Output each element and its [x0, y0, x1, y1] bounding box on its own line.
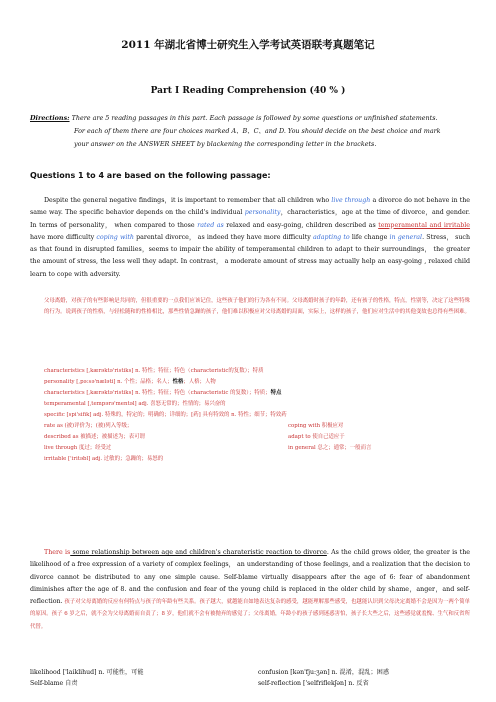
- vocab-entry: Self-blame 自责: [30, 680, 78, 687]
- vocab-row: [44, 421, 474, 432]
- directions-line-2: For each of them there are four choices marked A、B、C、and D. You should decide on the best choice and mark: [74, 127, 441, 135]
- chinese-translation-2: 孩子对父母离婚的反应有何特点与孩子的年龄有些关系。孩子越大，就越能自如地表达复杂的感受，越能理解那些感受，也越能认识到父母决定离婚不会是因为一两个简单的原因。孩子 6 岁之后，就不会为父母离婚而自责了；8 岁，他们就不会有被抛弃的感觉了；父母离婚，年龄小的孩子感到迷惑害怕，孩子长大些之后，这些感觉就羞愧、生气和反省所代替。: [30, 599, 470, 630]
- vocabulary-list-2: [30, 666, 470, 688]
- vocab-row: [30, 666, 470, 677]
- passage-text: . Stress， such as that found in disrupted families，seems to impair the ability of temperamental children to adapt to their surroundings， the greater the amount of stress, the less well they adapt. In contrast， a moderate amount of stress may actually help an easy-going , relaxed child learn to cope with adversity.: [30, 233, 470, 278]
- vocab-row: [44, 388, 474, 399]
- passage-text: a divorce do not behave in the same way. The specific behavior depends on the child's individual: [30, 197, 471, 217]
- passage-text: life change: [349, 233, 390, 241]
- vocab-entry-right: coping with 积极应对: [288, 423, 344, 429]
- passage-text: ，characteristics，age at the time of divorce，and gender. In terms of personality， when compared to those: [30, 209, 470, 229]
- directions-line-1: There are 5 reading passages in this part. Each passage is followed by some questions or unfinished statements.: [69, 114, 438, 122]
- vocab-entry: described as 被描述；被描述为；表可谓: [44, 434, 145, 440]
- underlined-phrase: some relationship between age and children's charateristic reaction to divorce: [70, 549, 327, 556]
- directions-label: Directions:: [30, 114, 70, 122]
- vocab-bold: 特点: [270, 390, 282, 396]
- directions-line-3: your answer on the ANSWER SHEET by blackening the corresponding letter in the brackets.: [74, 140, 377, 148]
- passage-text: Despite the general negative findings，it is important to remember that all children who: [44, 197, 332, 204]
- highlighted-phrase: rated as: [197, 221, 224, 229]
- vocab-row: [30, 677, 470, 688]
- vocab-entry: specific [spi'sifik] adj. 特殊的，特定的；明确的；详细的；[药] 具有特效的 n. 特性；细节；特效药: [44, 412, 287, 418]
- highlighted-phrase: adapting to: [313, 233, 350, 241]
- underlined-phrase: temperamental and irritable: [378, 221, 471, 229]
- vocab-entry: temperamental [,tempərə'mentəl] adj. 喜怒无常的；性情的；易兴奋的: [44, 401, 226, 407]
- passage-text: relaxed and easy-going, children described as: [223, 221, 379, 229]
- vocab-entry-tail: ；人格；人物: [183, 379, 216, 385]
- vocab-entry-right: self-reflection ['selfriflekʃən] n. 反省: [258, 680, 369, 687]
- vocab-entry-right: confusion [kən'fju:ʒən] n. 混淆，混乱；困惑: [258, 669, 390, 676]
- document-title: 2011 年湖北省博士研究生入学考试英语联考真题笔记: [121, 39, 375, 51]
- vocab-bold: 性格: [172, 379, 184, 385]
- vocab-entry: live through 度过；经受过: [44, 445, 112, 451]
- part-title: Part I Reading Comprehension (40 % ): [150, 86, 346, 96]
- vocab-row: [44, 443, 474, 454]
- passage-text: have more difficulty: [30, 233, 97, 241]
- vocab-entry: personality [,pə:sə'næləti] n. 个性；品格；名人；: [44, 379, 173, 385]
- passage-paragraph-1: [30, 195, 470, 281]
- vocab-row: [44, 454, 474, 465]
- vocab-entry: characteristics [,kærəktə'ristiks] n. 特性；特征；特色（characteristic的复数）；特质: [44, 368, 264, 374]
- passage-text: parental divorce， as indeed they have more difficulty: [133, 233, 314, 241]
- vocab-entry: characteristics [,kærəktə'ristiks] n. 特性；特征；特色（characteristic 的复数）；特质；: [44, 390, 271, 396]
- question-heading: Questions 1 to 4 are based on the following passage:: [30, 171, 271, 180]
- highlighted-phrase: live through: [331, 197, 371, 204]
- vocab-row: [44, 399, 474, 410]
- vocab-row: [44, 432, 474, 443]
- highlighted-phrase: coping with: [96, 233, 134, 241]
- highlighted-phrase: personality: [244, 209, 281, 217]
- highlighted-phrase: There is: [44, 549, 71, 556]
- vocab-entry: irritable ['iritəbl] adj. 过敏的；急躁的；易怒的: [44, 456, 164, 462]
- directions: [30, 112, 470, 151]
- passage-paragraph-2: [30, 547, 470, 633]
- vocab-row: [44, 410, 474, 421]
- vocab-row: [44, 366, 474, 377]
- passage-text: . As the child grows older, the greater is the likelihood of a free expression of a variety of complex feelings， an understanding of those feelings, and a realization that the decision to divorce cannot be distributed to any one simple cause. Self-blame virtually disappears after the age of 6: fear of abandonment diminishes after the age of 8. and the confusion and fear of the young child is replaced in the older child by shame，anger，and self-reflection.: [30, 549, 470, 606]
- vocab-entry: rate as (被)评价为；(被)列入等级；: [44, 423, 133, 429]
- vocab-entry-right: in general 总之；通常；一般而言: [288, 445, 372, 451]
- vocab-entry: likelihood ['laiklihud] n. 可能性，可能: [30, 669, 144, 676]
- vocabulary-list-1: [44, 366, 474, 465]
- chinese-translation-1: 父母离婚，对孩子的有些影响是共同的，但很重要的一点我们应该记住，这些孩子他们的行为各有不同。父母离婚时孩子的年龄，还有孩子的性格，特点，性别等，决定了这些特殊的行为。说到孩子的性格，与轻松随和的性格相比，那些性情急躁的孩子，他们难以积极应对父母离婚的局面，实际上，这样的孩子，他们应对生活中的其他变故也总得有些困难。: [44, 298, 470, 315]
- vocab-row: [44, 377, 474, 388]
- highlighted-phrase: in general: [389, 233, 423, 241]
- vocab-entry-right: adapt to 使自己适应于: [288, 434, 345, 440]
